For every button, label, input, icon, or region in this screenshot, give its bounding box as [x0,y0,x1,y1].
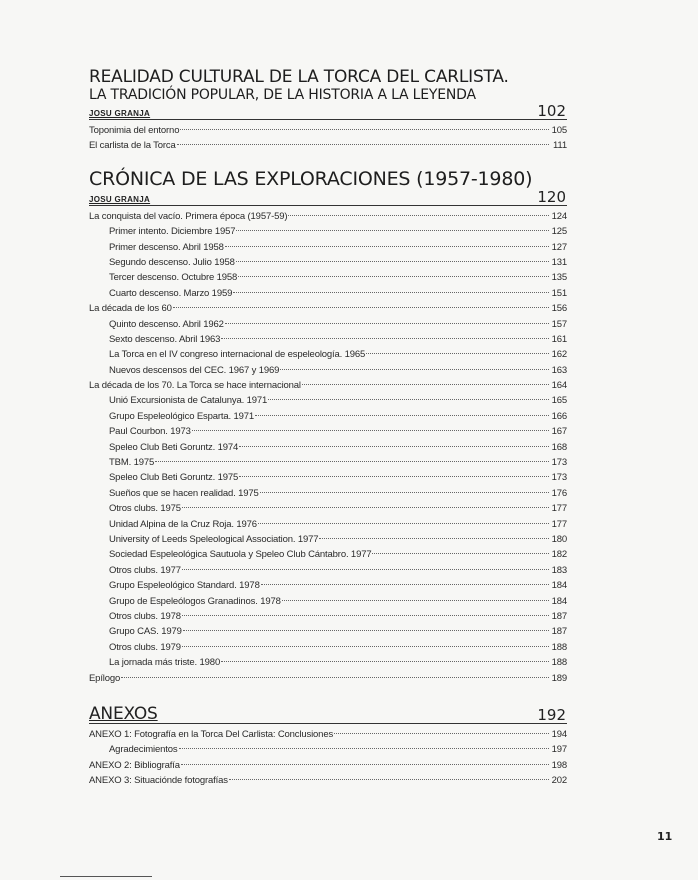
dot-leader [261,584,549,585]
toc-entry-page: 166 [551,410,567,422]
dot-leader [302,384,549,385]
toc-entry [89,773,567,788]
dot-leader [192,430,549,431]
dot-leader [225,323,549,324]
dot-leader [183,630,549,631]
toc-entry-page: 161 [551,333,567,345]
toc-entry [89,123,567,138]
toc-entry-title: Sexto descenso. Abril 1963 [109,333,221,345]
dot-leader [182,569,549,570]
toc-entry-page: 165 [551,395,567,407]
toc-entry-title: La conquista del vacío. Primera época (1957-59) [89,210,288,222]
dot-leader [288,215,549,216]
toc-entry-page: 202 [551,775,567,787]
dot-leader [372,553,549,554]
toc-entry-title: Paul Courbon. 1973 [109,426,191,438]
dot-leader [182,507,549,508]
toc-entry-page: 177 [551,503,567,515]
toc-entry [89,758,567,773]
toc-entry-title: Primer descenso. Abril 1958 [109,241,224,253]
toc-entry-title: Tercer descenso. Octubre 1958 [109,272,238,284]
dot-leader [239,446,549,447]
section-page-number: 102 [537,102,566,120]
toc-entry [89,270,567,285]
toc-entry-page: 184 [551,595,567,607]
toc-entry-title: Nuevos descensos del CEC. 1967 y 1969 [109,364,280,376]
toc-entry-title: Primer intento. Diciembre 1957 [109,226,236,238]
toc-entry-title: Speleo Club Beti Goruntz. 1974 [109,441,239,453]
toc-entry-page: 125 [551,226,567,238]
toc-entry-title: Otros clubs. 1975 [109,503,181,515]
section-title: CRÓNICA DE LAS EXPLORACIONES (1957-1980) [89,167,533,190]
toc-entry-title: Grupo CAS. 1979 [109,626,182,638]
toc-entry [89,332,567,347]
toc-entry-title: ANEXO 2: Bibliografía [89,759,180,771]
dot-leader [182,615,549,616]
toc-entry-page: 127 [551,241,567,253]
page-folio: 11 [657,830,673,843]
dot-leader [268,399,549,400]
toc-entry [89,547,567,562]
toc-entry-title: Otros clubs. 1977 [109,564,181,576]
dot-leader [225,246,549,247]
toc-entry [89,671,567,686]
toc-entry-title: ANEXO 3: Situaciónde fotografías [89,775,228,787]
toc-entry-page: 173 [551,457,567,469]
toc-entry-page: 135 [551,272,567,284]
toc-entry [89,742,567,757]
toc-entry [89,347,567,362]
toc-entry [89,363,567,378]
toc-entry-page: 168 [551,441,567,453]
section-page-number: 120 [537,187,566,206]
toc-entry-page: 157 [551,318,567,330]
toc-entry-title: El carlista de la Torca [89,140,176,152]
toc-entry-page: 187 [551,626,567,638]
dot-leader [177,144,549,145]
dot-leader [182,646,549,647]
toc-entry [89,286,567,301]
dot-leader [233,292,549,293]
toc-entry-page: 162 [551,349,567,361]
toc-entry-page: 189 [551,672,567,684]
dot-leader [334,733,549,734]
toc-entry [89,563,567,578]
toc-entry-title: Unidad Alpina de la Cruz Roja. 1976 [109,518,257,530]
toc-entry [89,624,567,639]
toc-entry [89,578,567,593]
toc-entry-title: TBM. 1975 [109,457,155,469]
toc-entry-title: Unió Excursionista de Catalunya. 1971 [109,395,268,407]
section-header-row [89,189,567,206]
toc-entry-page: 177 [551,518,567,530]
section-title: ANEXOS [89,703,158,724]
table-of-contents [89,68,567,788]
toc-entry-page: 194 [551,728,567,740]
toc-entry [89,486,567,501]
toc-entry-title: ANEXO 1: Fotografía en la Torca Del Carlista: Conclusiones [89,728,334,740]
toc-entry-page: 164 [551,380,567,392]
dot-leader [260,492,549,493]
toc-entry [89,224,567,239]
dot-leader [179,748,549,749]
dot-leader [181,764,549,765]
toc-entry-title: Quinto descenso. Abril 1962 [109,318,224,330]
toc-entry-page: 124 [551,210,567,222]
bottom-rule [60,876,152,877]
toc-entry-title: La década de los 70. La Torca se hace internacional [89,380,301,392]
toc-entry [89,409,567,424]
toc-entry [89,501,567,516]
toc-entry-page: 198 [551,759,567,771]
toc-entry [89,727,567,742]
toc-entry-title: Otros clubs. 1979 [109,641,181,653]
toc-section-anexos [89,703,567,789]
dot-leader [238,276,549,277]
toc-entry [89,424,567,439]
section-entries [89,123,567,154]
toc-entry-page: 176 [551,487,567,499]
toc-entry [89,317,567,332]
toc-entry [89,532,567,547]
dot-leader [221,661,549,662]
toc-entry [89,455,567,470]
toc-section-cronica [89,169,567,686]
toc-entry-page: 197 [551,744,567,756]
dot-leader [258,523,549,524]
toc-entry [89,301,567,316]
dot-leader [236,230,549,231]
toc-entry-title: La jornada más triste. 1980 [109,657,221,669]
toc-entry [89,440,567,455]
toc-entry-page: 188 [551,641,567,653]
toc-entry [89,655,567,670]
toc-entry-page: 173 [551,472,567,484]
section-entries [89,727,567,789]
toc-entry-title: La década de los 60 [89,303,172,315]
dot-leader [366,353,549,354]
toc-entry-page: 188 [551,657,567,669]
toc-entry-title: La Torca en el IV congreso internacional de espeleología. 1965 [109,349,366,361]
toc-entry [89,209,567,224]
section-header-row [89,103,567,120]
dot-leader [236,261,549,262]
toc-entry-title: Grupo Espeleológico Standard. 1978 [109,580,260,592]
section-entries [89,209,567,686]
toc-entry-page: 105 [551,125,567,136]
toc-entry-title: Speleo Club Beti Goruntz. 1975 [109,472,239,484]
toc-entry-title: Sociedad Espeleológica Sautuola y Speleo Club Cántabro. 1977 [109,549,372,561]
toc-entry [89,594,567,609]
dot-leader [229,779,549,780]
dot-leader [173,307,549,308]
toc-entry-page: 156 [551,303,567,315]
toc-entry [89,255,567,270]
toc-entry-title: Grupo Espeleológico Esparta. 1971 [109,410,255,422]
section-page-number: 192 [537,705,566,724]
toc-entry-page: 184 [551,580,567,592]
toc-entry-page: 163 [551,364,567,376]
toc-entry-page: 183 [551,564,567,576]
dot-leader [221,338,549,339]
toc-entry-page: 187 [551,610,567,622]
dot-leader [255,415,549,416]
dot-leader [319,538,549,539]
dot-leader [180,129,549,130]
toc-entry [89,470,567,485]
dot-leader [239,476,549,477]
toc-entry-page: 111 [553,140,567,152]
section-title: REALIDAD CULTURAL DE LA TORCA DEL CARLISTA. [89,67,509,87]
toc-entry-title: University of Leeds Speleological Association. 1977 [109,533,319,545]
toc-entry-title: Agradecimientos [109,744,178,756]
toc-entry-title: Sueños que se hacen realidad. 1975 [109,487,259,499]
toc-entry-page: 182 [551,549,567,561]
toc-entry [89,378,567,393]
toc-entry-title: Otros clubs. 1978 [109,610,181,622]
toc-entry-page: 180 [551,533,567,545]
toc-section-realidad-cultural [89,68,567,154]
dot-leader [282,600,549,601]
toc-entry-page: 167 [551,426,567,438]
section-author: JOSU GRANJA [89,109,151,118]
toc-entry-title: Segundo descenso. Julio 1958 [109,256,235,268]
toc-entry [89,517,567,532]
toc-entry [89,609,567,624]
toc-entry-title: Cuarto descenso. Marzo 1959 [109,287,233,299]
toc-entry-title: Epílogo [89,672,121,684]
dot-leader [121,677,549,678]
toc-entry-page: 131 [551,256,567,268]
section-author: JOSU GRANJA [89,194,151,204]
toc-entry [89,138,567,153]
toc-entry [89,240,567,255]
dot-leader [280,369,549,370]
section-header-row [89,703,567,724]
toc-entry [89,393,567,408]
toc-entry-title: Toponimia del entorno [89,125,180,136]
toc-entry-title: Grupo de Espeleólogos Granadinos. 1978 [109,595,281,607]
toc-entry [89,640,567,655]
toc-entry-page: 151 [551,287,567,299]
section-subtitle: LA TRADICIÓN POPULAR, DE LA HISTORIA A LA LEYENDA [89,87,476,103]
dot-leader [155,461,549,462]
